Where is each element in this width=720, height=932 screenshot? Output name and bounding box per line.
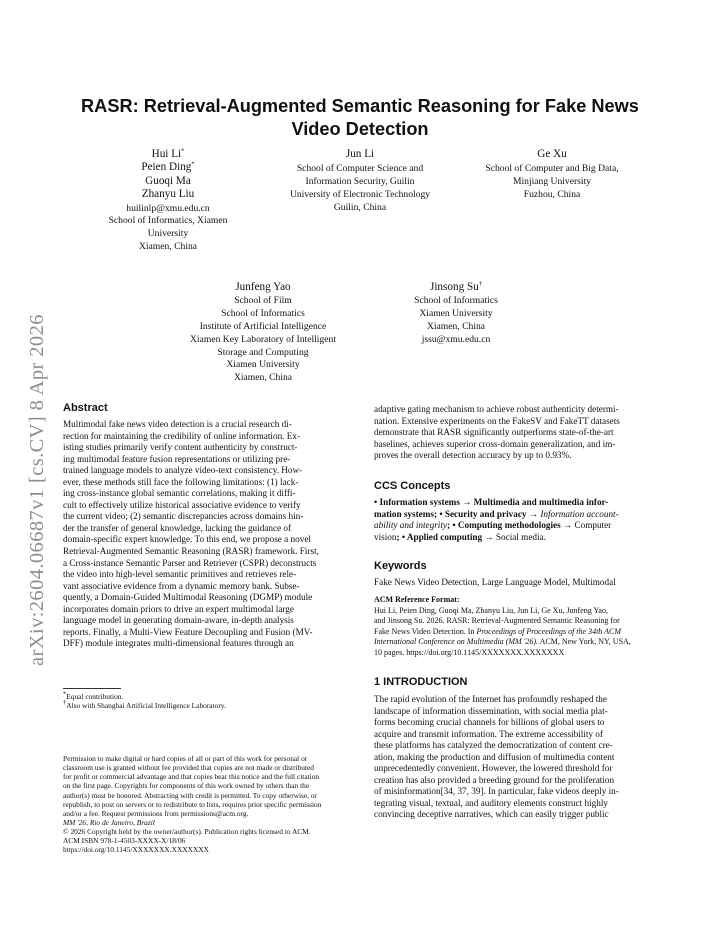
footnotes: *Equal contribution. †Also with Shanghai Artificial Intelligence Laboratory.	[63, 690, 226, 711]
affiliation-line: Institute of Artificial Intelligence	[199, 321, 327, 332]
affiliation-line: School of Informatics	[221, 308, 305, 320]
permission-line: republish, to post on servers or to redistribute to lists, requires prior specific permission	[63, 799, 322, 809]
author-name: Ge Xu	[537, 148, 567, 160]
permission-block	[63, 754, 349, 818]
arxiv-sidebar-id: arXiv:2604.06687v1 [cs.CV] 8 Apr 2026	[26, 314, 48, 666]
abstract-line: a Cross-instance Semantic Parser and Retriever (CSPR) deconstructs	[63, 557, 317, 568]
author-block-2	[260, 148, 460, 214]
introduction-line: these platforms has catalyzed the democratization of content cre-	[374, 740, 613, 751]
acm-reference-line: and Jinsong Su. 2026. RASR: Retrieval-Augmented Semantic Reasoning for	[374, 616, 620, 626]
ccs-concept: Computer	[574, 520, 612, 531]
isbn-line: ACM ISBN 978-1-4503-XXXX-X/18/06	[63, 836, 186, 846]
paper-title	[60, 95, 660, 141]
abstract-line: the current video; (2) semantic discrepancies across domains hin-	[63, 511, 304, 522]
author-name: Zhanyu Liu	[141, 188, 195, 201]
equal-contribution-mark: *	[181, 147, 185, 155]
affiliation-line: School of Informatics, Xiamen	[108, 215, 228, 227]
corresponding-author-mark: †	[478, 280, 483, 288]
keywords-text: Fake News Video Detection, Large Language Model, Multimodal	[374, 577, 616, 587]
author-name: Jun Li	[345, 148, 375, 160]
acm-reference-venue: Proceedings of Proceedings of the 34th ACM	[476, 626, 622, 636]
affiliation-line: Xiamen University	[419, 308, 493, 320]
abstract-line: der the transfer of general knowledge, lacking the guidance of	[63, 522, 292, 533]
affiliation-line: University of Electronic Technology	[289, 189, 431, 200]
introduction-line: acquire and transmit information. The extreme accessibility of	[374, 728, 603, 739]
author-name: Hui Li	[151, 148, 182, 160]
acm-reference	[374, 595, 660, 659]
introduction-line: landscape of information dissemination, with social media plat-	[374, 705, 608, 716]
abstract-line: domain-specific expert knowledge. To this end, we propose a novel	[63, 534, 311, 545]
introduction-line: ation, making the production and diffusion of multimedia content	[374, 751, 615, 762]
permission-line: author(s) must be honored. Abstracting with credit is permitted. To copy otherwise, or	[63, 790, 318, 800]
acm-reference-line: 10 pages. https://doi.org/10.1145/XXXXXXX.XXXXXXX	[374, 647, 565, 657]
ccs-concept: mation systems	[374, 508, 434, 519]
affiliation-line: Guilin, China	[333, 201, 387, 213]
acm-reference-venue: International Conference on Multimedia (MM '26).	[374, 637, 539, 647]
author-name: Jinsong Su	[429, 281, 479, 293]
abstract-line: ever, these methods still face the following limitations: (1) lack-	[63, 476, 299, 487]
affiliation-line: Xiamen University	[226, 359, 300, 371]
abstract-line: the video into high-level semantic primitives and retrieves rele-	[63, 569, 297, 580]
abstract-line: incorporates domain priors to drive an expert multimodal large	[63, 603, 294, 614]
ccs-concept: vision	[374, 531, 397, 542]
author-email: huilinlp@xmu.edu.cn	[126, 202, 210, 214]
author-block-5	[356, 281, 556, 346]
abstract-line: isting studies primarily verify content authenticity by construct-	[63, 442, 298, 453]
permission-line: on the first page. Copyrights for components of this work owned by others than the	[63, 781, 310, 791]
abstract-body	[63, 419, 349, 650]
ccs-concept: • Information systems → Multimedia and multimedia infor-	[374, 497, 609, 507]
abstract-heading: Abstract	[63, 402, 108, 414]
affiliation-line: Fuzhou, China	[523, 189, 581, 200]
affiliation-line: School of Film	[234, 295, 292, 307]
conference-line: MM '26, Rio de Janeiro, Brazil	[63, 818, 155, 827]
acm-reference-line: Fake News Video Detection. In	[374, 626, 477, 636]
abstract-line: rection for maintaining the credibility of online information. Ex-	[63, 430, 301, 441]
introduction-line: tegrating visual, textual, and auditory elements construct highly	[374, 797, 608, 808]
title-line-1: RASR: Retrieval-Augmented Semantic Reasoning for Fake News	[81, 96, 639, 116]
ccs-body	[374, 497, 660, 543]
ccs-concept: Social media.	[495, 531, 546, 542]
keywords-heading: Keywords	[374, 560, 427, 572]
abstract-line: vant associative evidence from a dynamic memory bank. Subse-	[63, 580, 300, 591]
author-block-1	[68, 148, 268, 253]
author-name: Peien Ding	[141, 161, 192, 174]
introduction-body	[374, 694, 660, 821]
introduction-line: convincing deceptive narratives, which can easily trigger public	[374, 809, 609, 820]
abstract-continued	[374, 404, 660, 462]
abstract-line: DFF) module integrates multi-dimensional features through an	[63, 638, 294, 649]
acm-reference-line: Hui Li, Peien Ding, Guoqi Ma, Zhanyu Liu, Jun Li, Ge Xu, Junfeng Yao,	[374, 605, 608, 615]
introduction-line: unprecedentedly convenient. However, the lowered threshold for	[374, 763, 613, 774]
permission-line: and/or a fee. Request permissions from permissions@acm.org.	[63, 808, 249, 818]
abstract-line: adaptive gating mechanism to achieve robust authenticity determi-	[374, 404, 619, 414]
author-name: Junfeng Yao	[235, 281, 291, 293]
affiliation-line: Xiamen, China	[426, 321, 486, 332]
abstract-line: quently, a Domain-Guided Multimodal Reasoning (DGMP) module	[63, 592, 313, 603]
title-line-2: Video Detection	[291, 119, 429, 139]
affiliation-line: Minjiang University	[512, 176, 592, 188]
permission-line: classroom use is granted without fee provided that copies are not made or distributed	[63, 763, 315, 773]
ccs-heading: CCS Concepts	[374, 480, 451, 492]
affiliation-line: Xiamen, China	[138, 241, 198, 253]
ccs-concept: ; • Applied computing →	[396, 531, 496, 542]
abstract-line: ing cross-instance global semantic correlations, making it diffi-	[63, 488, 296, 499]
introduction-line: forms becoming crucial channels for billions of global users to	[374, 717, 605, 728]
affiliation-line: University	[147, 228, 189, 240]
abstract-line: Retrieval-Augmented Semantic Reasoning (RASR) framework. First,	[63, 546, 319, 557]
abstract-line: ing multimodal feature fusion representations or utilizing pre-	[63, 453, 291, 464]
publication-info	[63, 818, 311, 855]
introduction-heading: 1 INTRODUCTION	[374, 676, 468, 688]
acm-reference-line: ACM, New York, NY, USA,	[538, 637, 631, 647]
abstract-line: Multimodal fake news video detection is a crucial research di-	[63, 419, 292, 429]
acm-reference-heading: ACM Reference Format:	[374, 595, 460, 604]
abstract-line: baselines, achieves superior cross-domain generalization, and im-	[374, 438, 616, 449]
footnote-affiliation: Also with Shanghai Artificial Intelligence Laboratory.	[66, 701, 226, 711]
copyright-line: © 2026 Copyright held by the owner/author(s). Publication rights licensed to ACM.	[63, 827, 311, 837]
author-block-3	[452, 148, 652, 201]
abstract-line: nation. Extensive experiments on the FakeSV and FakeTT datasets	[374, 415, 620, 426]
abstract-line: language model in generating domain-aware, in-depth analysis	[63, 615, 294, 626]
affiliation-line: School of Informatics	[414, 295, 498, 307]
keywords-body	[374, 577, 660, 589]
author-name: Guoqi Ma	[145, 174, 191, 187]
ccs-concept: ability and integrity	[374, 520, 447, 531]
introduction-line: of misinformation[34, 37, 39]. In particular, fake videos deeply in-	[374, 786, 619, 797]
equal-contribution-mark: *	[191, 160, 195, 168]
ccs-concept: ; • Security and privacy →	[433, 508, 541, 519]
affiliation-line: School of Computer Science and	[296, 163, 424, 175]
footnote-equal-contribution: Equal contribution.	[66, 692, 124, 701]
affiliation-line: Information Security, Guilin	[305, 176, 415, 188]
abstract-line: reports. Finally, a Multi-View Feature Decoupling and Fusion (MV-	[63, 626, 313, 637]
affiliation-line: Storage and Computing	[217, 346, 309, 358]
permission-line: Permission to make digital or hard copies of all or part of this work for personal or	[63, 754, 308, 763]
ccs-concept: Information account-	[540, 508, 619, 519]
abstract-line: proves the overall detection accuracy by up to 0.93%.	[374, 450, 572, 461]
affiliation-line: Xiamen, China	[233, 372, 293, 384]
affiliation-line: School of Computer and Big Data,	[485, 163, 619, 175]
ccs-concept: ; • Computing methodologies →	[446, 520, 575, 531]
author-block-4	[163, 281, 363, 384]
permission-line: for profit or commercial advantage and that copies bear this notice and the full citation	[63, 772, 320, 782]
introduction-line: creation has also provided a breeding ground for the proliferation	[374, 774, 615, 785]
footnote-rule	[63, 688, 121, 689]
abstract-line: demonstrate that RASR significantly outperforms state-of-the-art	[374, 427, 614, 438]
abstract-line: trained language models to analyze video-text consistency. How-	[63, 465, 303, 476]
abstract-line: cult to effectively utilize historical associative evidence to verify	[63, 499, 301, 510]
doi-line: https://doi.org/10.1145/XXXXXXX.XXXXXXX	[63, 845, 209, 855]
introduction-line: The rapid evolution of the Internet has profoundly reshaped the	[374, 694, 607, 704]
author-email: jssu@xmu.edu.cn	[421, 333, 491, 345]
affiliation-line: Xiamen Key Laboratory of Intelligent	[190, 333, 336, 345]
